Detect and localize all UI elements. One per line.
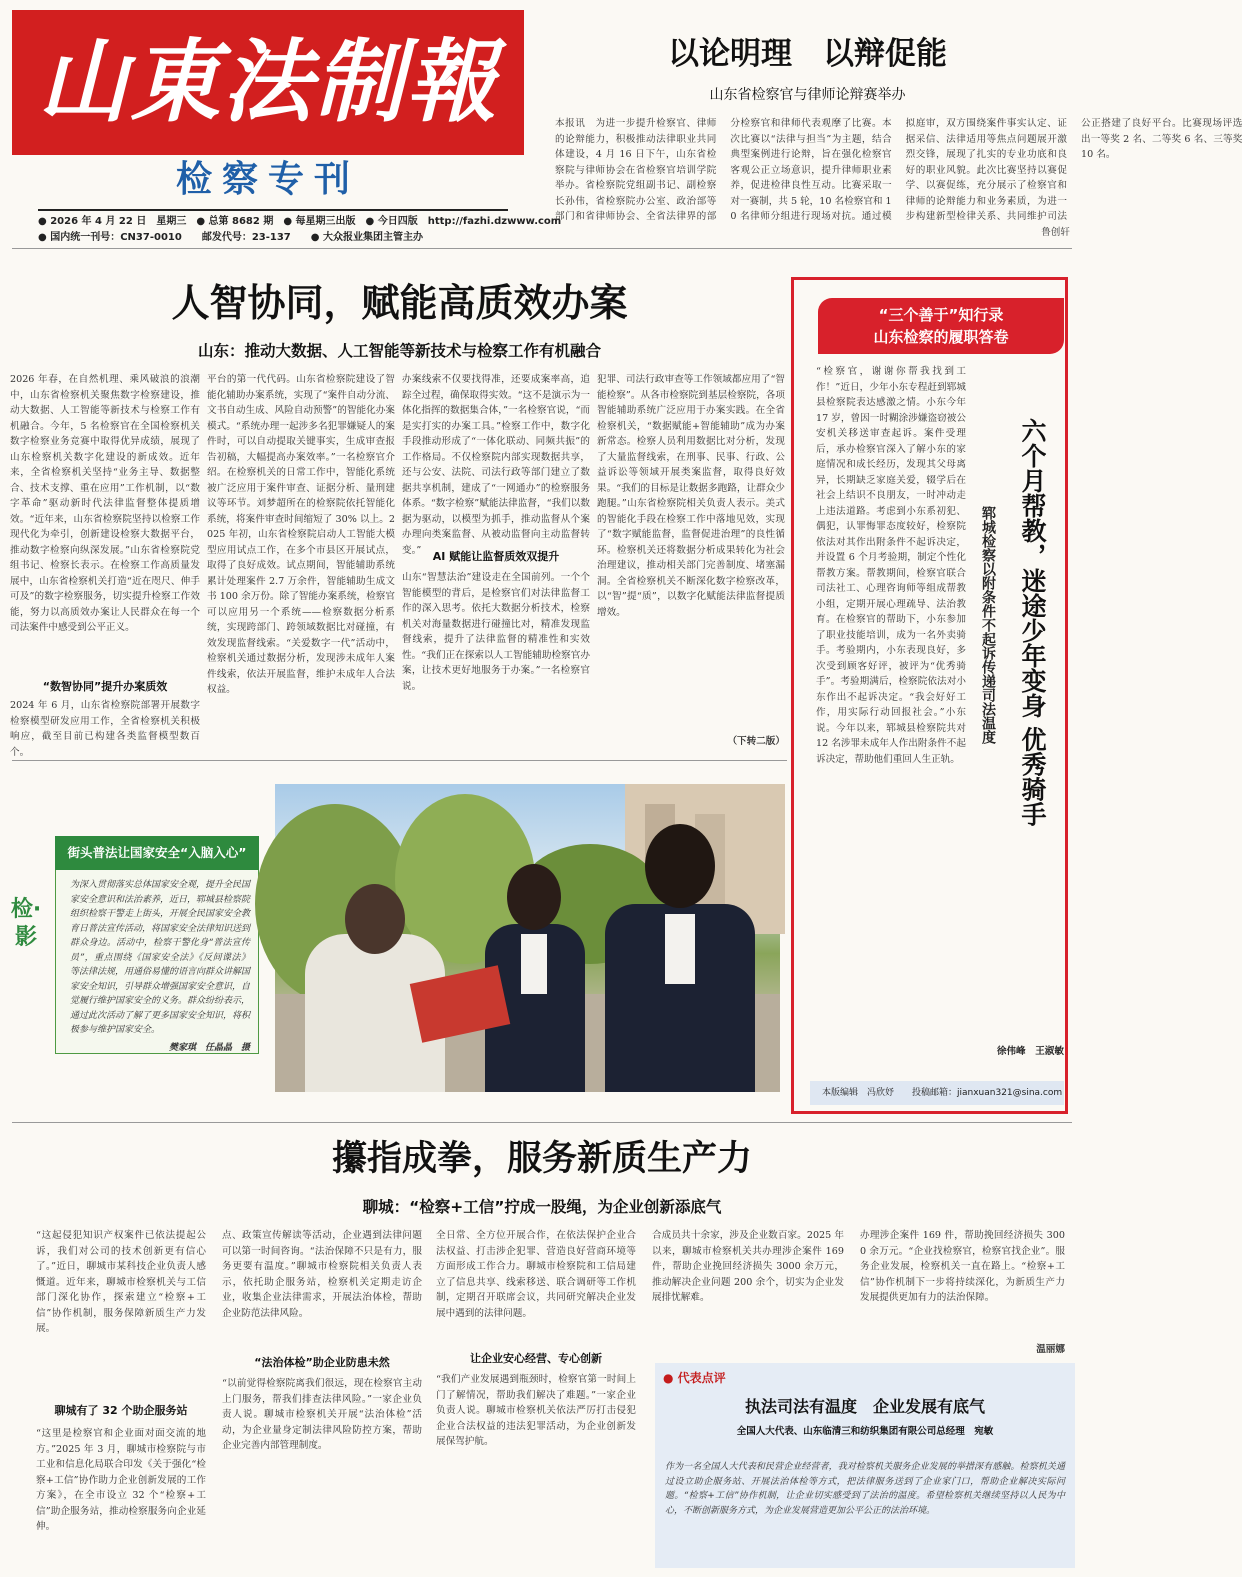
issue-info: [38, 214, 562, 246]
commentary-headline: 执法司法有温度 企业发展有底气: [744, 1397, 985, 1416]
photo-caption-body: 为深入贯彻落实总体国家安全观，提升全民国家安全意识和法治素养，近日，郓城县检察院组织检察干警走上街头，开展全民国家安全教育日普法宣传活动，将国家安全法律知识送到群众身边。活动中，检察干警化身“普法宣传员”，重点围绕《国家安全法》《反间谍法》等法律法规，用通俗易懂的语言向群众讲解国家安全知识，引导群众增强国家安全意识，自觉履行维护国家安全的义务。群众纷纷表示，通过此次活动了解了更多国家安全知识，将积极参与维护国家安全。 樊家琪 任晶晶 摄: [70, 878, 250, 1048]
top-headline: 以论明理 以辩促能: [668, 36, 947, 72]
featured-author: 徐伟峰 王淑敏: [996, 1046, 1064, 1057]
main-subheadline: 山东：推动大数据、人工智能等新技术与检察工作有机融合: [197, 342, 601, 360]
featured-body-lower: [816, 770, 1064, 1050]
main-col3-text: 办案线索不仅要找得准，还要成案率高，追踪全过程，确保取得实效。“这不是演示为一体化指挥的数据集合体，”一名检察官说，“而是实打实的办案工具。”检察工作中，数字化手段推动形成了“一体化联动、同频共振”的工作格局。不仅检察院内部实现数据共享，还与公安、法院、司法行政等部门建立了数据共享机制，建成了“一网通办”的检察服务体系。“数字检察”赋能法律监督，“我们以数据为驱动，以模型为抓手，推动监督从个案办理向类案监督、从被动监督向主动监督转变。”: [402, 374, 590, 556]
bottom-col5-text: 办理涉企案件 169 件，帮助挽回经济损失 3000 余万元。“企业找检察官，检察官找企业”。服务企业发展，检察机关一直在路上。“检察+工信”协作机制下一步将持续深化，为新质生产力发展提供更加有力的法治保障。: [860, 1230, 1065, 1303]
featured-headline: 六个月帮教，迷途少年变身 优秀骑手: [1018, 418, 1047, 827]
main-col4-text: 犯罪、司法行政审查等工作领域都应用了“智能检察”。从各市检察院到基层检察院，各项智能辅助系统广泛应用于办案实践。在全省检察机关，“数据赋能+智能辅助”成为办案新常态。检察人员利用数据比对分析，发现了大量监督线索，在刑事、民事、行政、公益诉讼等领域开展类案监督，取得良好效果。“我们的目标是让数据多跑路，让群众少跑腿。”山东省检察院相关负责人表示。美式的智能化手段在检察工作中落地见效，实现了“数字赋能监督，监督促进治理”的良性循环。检察机关还将数据分析成果转化为社会治理建议，推动相关部门完善制度、堵塞漏洞。全省检察机关不断深化数字检察改革，以“智”提“质”，以数字化赋能法律监督提质增效。: [597, 374, 785, 618]
column-tag-line1: “三个善于”知行录: [878, 306, 1004, 324]
featured-body-upper: “检察官，谢谢你帮我找到工作！”近日，少年小东专程赶到郓城县检察院表达感激之情。小东今年 17 岁，曾因一时糊涂涉嫌盗窃被公安机关移送审查起诉。案件受理后，承办检察官深入了解小东的家庭情况和成长经历，发现其父母离异，长期缺乏家庭关爱，辍学后在社会上结识不良朋友，一时冲动走上违法道路。考虑到小东系初犯、偶犯，认罪悔罪态度较好，检察院依法对其作出附条件不起诉决定，并设置 6 个月考验期，制定个性化帮教方案。帮教期间，检察官联合司法社工、心理咨询师等组成帮教小组，定期开展心理疏导、法治教育。在检察官的帮助下，小东参加了职业技能培训，成为一名外卖骑手。考验期内，小东表现良好，多次受到顾客好评，被评为“优秀骑手”。考验期满后，检察院依法对小东作出不起诉决定。“我会好好工作，用实际行动回报社会。”小东说。今年以来，郓城县检察院共对 12 名涉罪未成年人作出附条件不起诉决定，帮助他们重回人生正轨。: [816, 366, 966, 765]
commentary-label: ● 代表点评: [663, 1371, 726, 1385]
main-col1-section-title: “数智协同”提升办案质效: [42, 680, 168, 693]
bottom-col2-section-title: “法治体检”助企业防患未然: [254, 1356, 390, 1369]
main-column-4: [597, 372, 785, 752]
top-article-author: 鲁创轩: [1041, 227, 1070, 238]
main-column-3: [402, 372, 590, 752]
featured-subheadline: 郓城检察以附条件不起诉传递司法温度: [980, 506, 996, 744]
commentary-byline: 全国人大代表、山东临清三和纺织集团有限公司总经理 宛敏: [736, 1426, 994, 1437]
main-col3-section-title: AI 赋能让监督质效双提升: [432, 550, 560, 563]
bottom-col1-section-title: 聊城有了 32 个助企服务站: [54, 1404, 188, 1417]
bottom-col4-text: 合成员共十余家，涉及企业数百家。2025 年以来，聊城市检察机关共办理涉企案件 169 件，帮助企业挽回经济损失 3000 余万元，推动解决企业问题 200 余个，切实为企业发展排忧解难。: [652, 1230, 844, 1303]
main-col3-tail: 山东“智慧法治”建设走在全国前列。一个个智能模型的背后，是检察官们对法律监督工作的深入思考。依托大数据分析技术，检察机关对海量数据进行碰撞比对，精准发现监督线索，提升了法律监督的精准性和实效性。“我们正在探索以人工智能辅助检察官办案，让技术更好地服务于办案。”一名检察官说。: [402, 572, 590, 692]
top-article-body: 本报讯 为进一步提升检察官、律师的论辩能力，积极推动法律职业共同体建设，4 月 16 日下午，山东省检察院与律师协会在省检察官培训学院举办。省检察院党组副书记、副检察长孙伟，省检察院办公室、政治部等部门和省律师协会、全省法律界的部分检察官和律师代表观摩了比赛。本次比赛以“法律与担当”为主题，结合典型案例进行论辩，旨在强化检察官客观公正立场意识，提升律师职业素养，促进检律良性互动。比赛采取一对一赛制，共 5 轮，10 名检察官和 10 名律师分组进行现场对抗。通过模拟庭审，双方围绕案件事实认定、证据采信、法律适用等焦点问题展开激烈交锋，展现了扎实的专业功底和良好的职业风貌。此次比赛坚持以赛促学、以赛促练，充分展示了检察官和律师的论辩能力和业务素质，为进一步构建新型检律关系、共同维护司法公正搭建了良好平台。比赛现场评选出一等奖 2 名、二等奖 6 名、三等奖 10 名。: [555, 118, 1242, 222]
masthead-subtitle-bar: [12, 155, 524, 205]
bottom-col3-text: 全日常、全方位开展合作，在依法保护企业合法权益、打击涉企犯罪、营造良好营商环境等方面形成工作合力。聊城市检察院和工信局建立了信息共享、线索移送、联合调研等工作机制，定期召开联席会议，共同研究解决企业发展中遇到的法律问题。: [436, 1230, 636, 1319]
column-tag: [818, 298, 1064, 354]
bottom-col2-tail: “以前觉得检察院离我们很远，现在检察官主动上门服务，帮我们排查法律风险。”一家企业负责人说。聊城市检察机关开展“法治体检”活动，为企业量身定制法律风险防控方案，帮助企业完善内部管理制度。: [222, 1378, 422, 1451]
news-photo: [275, 784, 780, 1092]
issue-info-line2: ● 国内统一刊号：CN37-0010 邮发代号：23-137 ● 大众报业集团主管主办: [38, 232, 423, 243]
divider: [12, 760, 787, 761]
issue-info-line1: ● 2026 年 4 月 22 日 星期三 ● 总第 8682 期 ● 每星期三出版 ● 今日四版 http://fazhi.dzwww.com: [38, 216, 562, 227]
bottom-col3-section-title: 让企业安心经营、专心创新: [470, 1352, 602, 1365]
bottom-col2-text: 点、政策宣传解读等活动，企业遇到法律问题可以第一时间咨询。“法治保障不只是有力，服务更要有温度。”聊城市检察院相关负责人表示，依托助企服务站，检察机关定期走访企业，收集企业法律需求，开展法治体检，帮助企业防范法律风险。: [222, 1230, 422, 1319]
divider: [38, 209, 508, 211]
page-editor-footer: 本版编辑 冯欣妤 投稿邮箱：jianxuan321@sina.com: [810, 1081, 1064, 1105]
photo-section-label: 检·影: [10, 897, 42, 950]
main-col1-text: 2026 年春，在自然机理、乘风破浪的浪潮中，山东省检察机关聚焦数字检察建设，推动大数据、人工智能等新技术与检察工作有机融合。今年，5 名检察官在全国检察机关数字检察业务竞赛中取得优异成绩，展现了山东检察机关数字化建设的新成效。近年来，全省检察机关坚持“业务主导、数据整合、技术支撑、重在应用”工作机制，以“数字革命”驱动新时代法律监督整体提质增效。“近年来，山东省检察院坚持以检察工作现代化为牵引，创新建设检察大数据平台，推动数字检察向纵深发展。”山东省检察院党组书记、检察长表示。在检察工作高质量发展中，山东省检察机关打造“近在咫尺、伸手可及”的数字检察服务，切实提升检察工作效能，努力以高质效办案让人民群众在每一个司法案件中感受到公平正义。: [10, 374, 200, 633]
bottom-col1-text: “这起侵犯知识产权案件已依法提起公诉，我们对公司的技术创新更有信心了。”近日，聊城市某科技企业负责人感慨道。近年来，聊城市检察机关与工信部门深化协作，探索建立“检察+工信”协作机制，服务保障新质生产力发展。: [36, 1230, 206, 1334]
continued-note: （下转二版）: [727, 736, 785, 747]
divider: [12, 1122, 1072, 1123]
commentary-body: 作为一名全国人大代表和民营企业经营者，我对检察机关服务企业发展的举措深有感触。检察机关通过设立助企服务站、开展法治体检等方式，把法律服务送到了企业家门口，帮助企业解决实际问题。“检察+工信”协作机制，让企业切实感受到了法治的温度。希望检察机关继续坚持以人民为中心，不断创新服务方式，为企业发展营造更加公平公正的法治环境。: [665, 1462, 1065, 1516]
main-headline: 人智协同，赋能高质效办案: [171, 280, 628, 325]
bottom-subheadline: 聊城：“检察+工信”拧成一股绳，为企业创新添底气: [362, 1198, 722, 1216]
masthead-title: 山東法制報: [38, 29, 498, 135]
main-col1-tail: 2024 年 6 月，山东省检察院部署开展数字检察模型研发应用工作，全省检察机关积极响应，截至目前已构建各类监督模型数百个。: [10, 700, 200, 758]
main-col2-text: 平台的第一代代码。山东省检察院建设了智能化辅助办案系统，实现了“案件自动分流、文书自动生成、风险自动预警”的智能化办案模式。“系统办理一起涉多名犯罪嫌疑人的案件时，可以自动提取关键事实，生成审查报告初稿，大幅提高办案效率。”一名检察官介绍。在检察机关的日常工作中，智能化系统被广泛应用于案件审查、证据分析、量刑建议等环节。刘梦超所在的检察院依托智能化系统，将案件审查时间缩短了 30% 以上。2025 年初，山东省检察院启动人工智能大模型应用试点工作，在多个市县区开展试点，取得了良好成效。试点期间，智能辅助系统累计处理案件 2.7 万余件，智能辅助生成文书 100 余万份。除了智能办案系统，检察官可以应用另一个系统——检察数据分析系统，实现跨部门、跨领域数据比对碰撞，有效发现监督线索。“关爱数字一代”活动中，检察机关通过数据分析，发现涉未成年人案件线索，依法开展监督，维护未成年人合法权益。: [207, 374, 395, 695]
top-subheadline: 山东省检察官与律师论辩赛举办: [709, 87, 906, 103]
bottom-headline: 攥指成拳，服务新质生产力: [331, 1138, 752, 1179]
photo-caption-author: 樊家琪 任晶晶 摄: [168, 1042, 250, 1053]
bottom-col3-tail: “我们产业发展遇到瓶颈时，检察官第一时间上门了解情况，帮助我们解决了难题。”一家企业负责人说。聊城市检察机关依法严厉打击侵犯企业合法权益的违法犯罪活动，为企业创新发展保驾护航。: [436, 1374, 636, 1447]
divider: [12, 248, 1072, 249]
bottom-author: 温丽娜: [1036, 1344, 1065, 1355]
masthead-subtitle: 检察专刊: [175, 159, 360, 200]
photo-caption-title: 街头普法让国家安全“入脑入心”: [55, 836, 259, 870]
bottom-col1-tail: “这里是检察官和企业面对面交流的地方。”2025 年 3 月，聊城市检察院与市工业和信息化局联合印发《关于强化“检察+工信”协作助力企业创新发展的工作方案》，在全市设立 32 个“检察+工信”助企服务站，推动检察服务向企业延伸。: [36, 1428, 206, 1532]
bottom-column-1: [36, 1228, 206, 1573]
bottom-column-3: [436, 1228, 636, 1573]
main-column-1: [10, 372, 200, 758]
column-tag-line2: 山东检察的履职答卷: [873, 328, 1009, 346]
bottom-column-2: [222, 1228, 422, 1573]
